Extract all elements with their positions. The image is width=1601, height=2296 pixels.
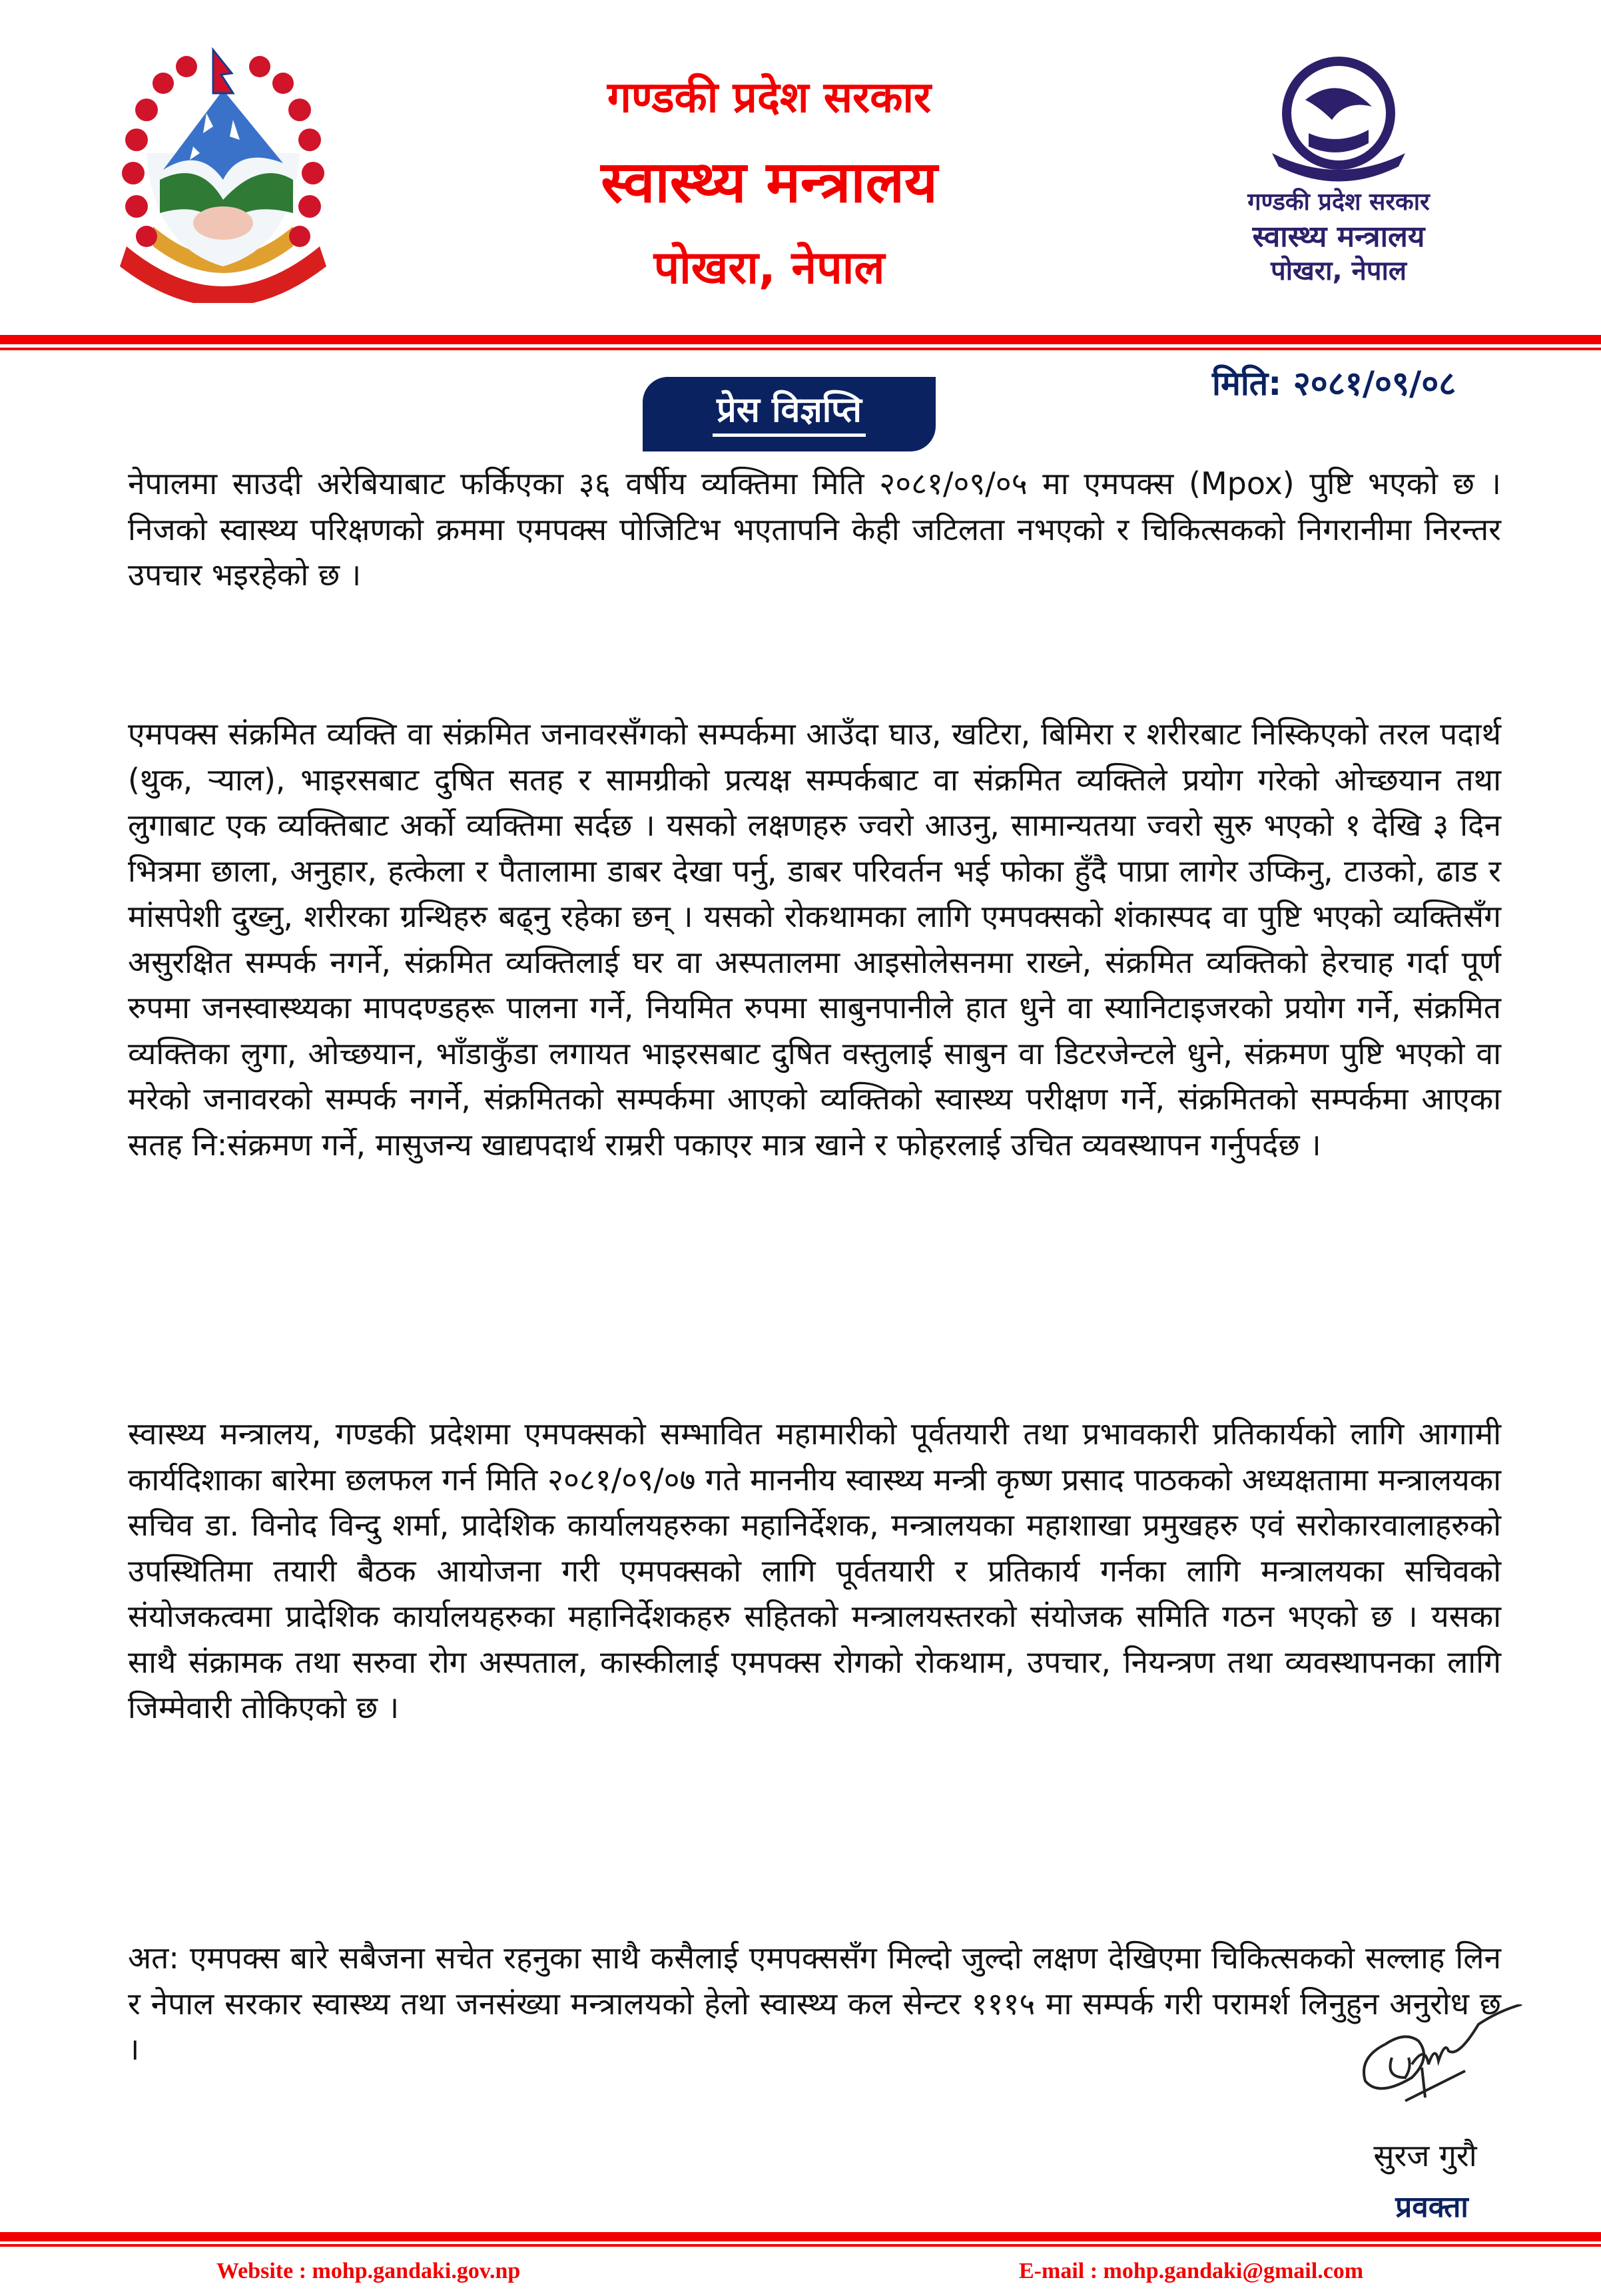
header-divider-thin xyxy=(0,348,1601,350)
stamp-text-line1: गण्डकी प्रदेश सरकार xyxy=(1247,188,1430,216)
date: मिति: २०८१/०९/०८ xyxy=(1212,364,1456,403)
body-paragraph: नेपालमा साउदी अरेबियाबाट फर्किएका ३६ वर्षीय व्यक्तिमा मिति २०८१/०९/०५ मा एमपक्स (Mpox) पुष्टि भएको छ । निजको स्वास्थ्य परिक्षणको क्रममा एमपक्स पोजिटिभ भएतापनि केही जटिलता नभएको र चिकित्सकको निगरानीमा निरन्तर उपचार भइरहेको छ । xyxy=(128,465,1501,593)
nepal-emblem-icon xyxy=(107,47,340,303)
ministry-location: पोखरा, नेपाल xyxy=(653,242,885,294)
body-paragraph: स्वास्थ्य मन्त्रालय, गण्डकी प्रदेशमा एमपक्सको सम्भावित महामारीको पूर्वतयारी तथा प्रभावकारी प्रतिकार्यको लागि आगामी कार्यदिशाका बारेमा छलफल गर्न मिति २०८१/०९/०७ गते माननीय स्वास्थ्य मन्त्री कृष्ण प्रसाद पाठकको अध्यक्षतामा मन्त्रालयका सचिव डा. विनोद विन्दु शर्मा, प्रादेशिक कार्यालयहरुका महानिर्देशक, मन्त्रालयका महाशाखा प्रमुखहरु एवं सरोकारवालाहरुको उपस्थितिमा तयारी बैठक आयोजना गरी एमपक्सको लागि पूर्वतयारी र प्रतिकार्य गर्नका लागि मन्त्रालयका सचिवको संयोजकत्वमा प्रादेशिक कार्यालयहरुका महानिर्देशकहरु सहितको मन्त्रालयस्तरको संयोजक समिति गठन भएको छ । यसका साथै संक्रामक तथा सरुवा रोग अस्पताल, कास्कीलाई एमपक्स रोगको रोकथाम, उपचार, नियन्त्रण तथा व्यवस्थापनका लागि जिम्मेवारी तोकिएको छ । xyxy=(128,1416,1501,1725)
signer-role: प्रवक्ता xyxy=(1395,2190,1468,2224)
footer-website-link[interactable]: Website : mohp.gandaki.gov.np xyxy=(216,2259,521,2283)
stamp-text-line2: स्वास्थ्य मन्त्रालय xyxy=(1252,220,1425,254)
government-name: गण्डकी प्रदेश सरकार xyxy=(607,73,932,123)
body-paragraph: एमपक्स संक्रमित व्यक्ति वा संक्रमित जनावरसँगको सम्पर्कमा आउँदा घाउ, खटिरा, बिमिरा र शरीरबाट निस्किएको तरल पदार्थ (थुक, र्‍याल), भाइरसबाट दुषित सतह र सामग्रीको प्रत्यक्ष सम्पर्कबाट वा संक्रमित व्यक्तिले प्रयोग गरेको ओच्छयान तथा लुगाबाट एक व्यक्तिबाट अर्को व्यक्तिमा सर्दछ । यसको लक्षणहरु ज्वरो आउनु, सामान्यतया ज्वरो सुरु भएको १ देखि ३ दिन भित्रमा छाला, अनुहार, हत्केला र पैतालामा डाबर देखा पर्नु, डाबर परिवर्तन भई फोका हुँदै पाप्रा लागेर उप्किनु, टाउको, ढाड र मांसपेशी दुख्नु, शरीरका ग्रन्थिहरु बढ्नु रहेका छन् । यसको रोकथामका लागि एमपक्सको शंकास्पद वा पुष्टि भएको व्यक्तिसँग असुरक्षित सम्पर्क नगर्ने, संक्रमित व्यक्तिलाई घर वा अस्पतालमा आइसोलेसनमा राख्ने, संक्रमित व्यक्तिको हेरचाह गर्दा पूर्ण रुपमा जनस्वास्थ्यका मापदण्डहरू पालना गर्ने, नियमित रुपमा साबुनपानीले हात धुने वा स्यानिटाइजरको प्रयोग गर्ने, संक्रमित व्यक्तिका लुगा, ओच्छयान, भाँडाकुँडा लगायत भाइरसबाट दुषित वस्तुलाई साबुन वा डिटरजेन्टले धुने, संक्रमण पुष्टि भएको वा मरेको जनावरको सम्पर्क नगर्ने, संक्रमितको सम्पर्कमा आएको व्यक्तिको स्वास्थ्य परीक्षण गर्ने, संक्रमितको सम्पर्कमा आएका सतह नि:संक्रमण गर्ने, मासुजन्य खाद्यपदार्थ राम्ररी पकाएर मात्र खाने र फोहरलाई उचित व्यवस्थापन गर्नुपर्दछ । xyxy=(128,716,1501,1163)
footer-divider-thin xyxy=(0,2244,1601,2247)
handwritten-signature xyxy=(1345,2004,1525,2104)
footer-divider-thick xyxy=(0,2232,1601,2241)
press-release-title-box xyxy=(643,377,936,451)
press-release-title: प्रेस विज्ञप्ति xyxy=(713,392,866,437)
header-divider-thick xyxy=(0,335,1601,344)
footer-email-link[interactable]: E-mail : mohp.gandaki@gmail.com xyxy=(1019,2259,1364,2283)
ministry-name: स्वास्थ्य मन्त्रालय xyxy=(601,149,938,216)
ministry-stamp-icon xyxy=(1199,53,1478,293)
signer-name: सुरज गुरौ xyxy=(1373,2138,1477,2173)
stamp-text-line3: पोखरा, नेपाल xyxy=(1270,256,1407,286)
body-paragraph: अत: एमपक्स बारे सबैजना सचेत रहनुका साथै कसैलाई एमपक्ससँग मिल्दो जुल्दो लक्षण देखिएमा चिकित्सकको सल्लाह लिन र नेपाल सरकार स्वास्थ्य तथा जनसंख्या मन्त्रालयको हेलो स्वास्थ्य कल सेन्टर १११५ मा सम्पर्क गरी परामर्श लिनुहुन अनुरोध छ । xyxy=(128,1940,1501,2067)
